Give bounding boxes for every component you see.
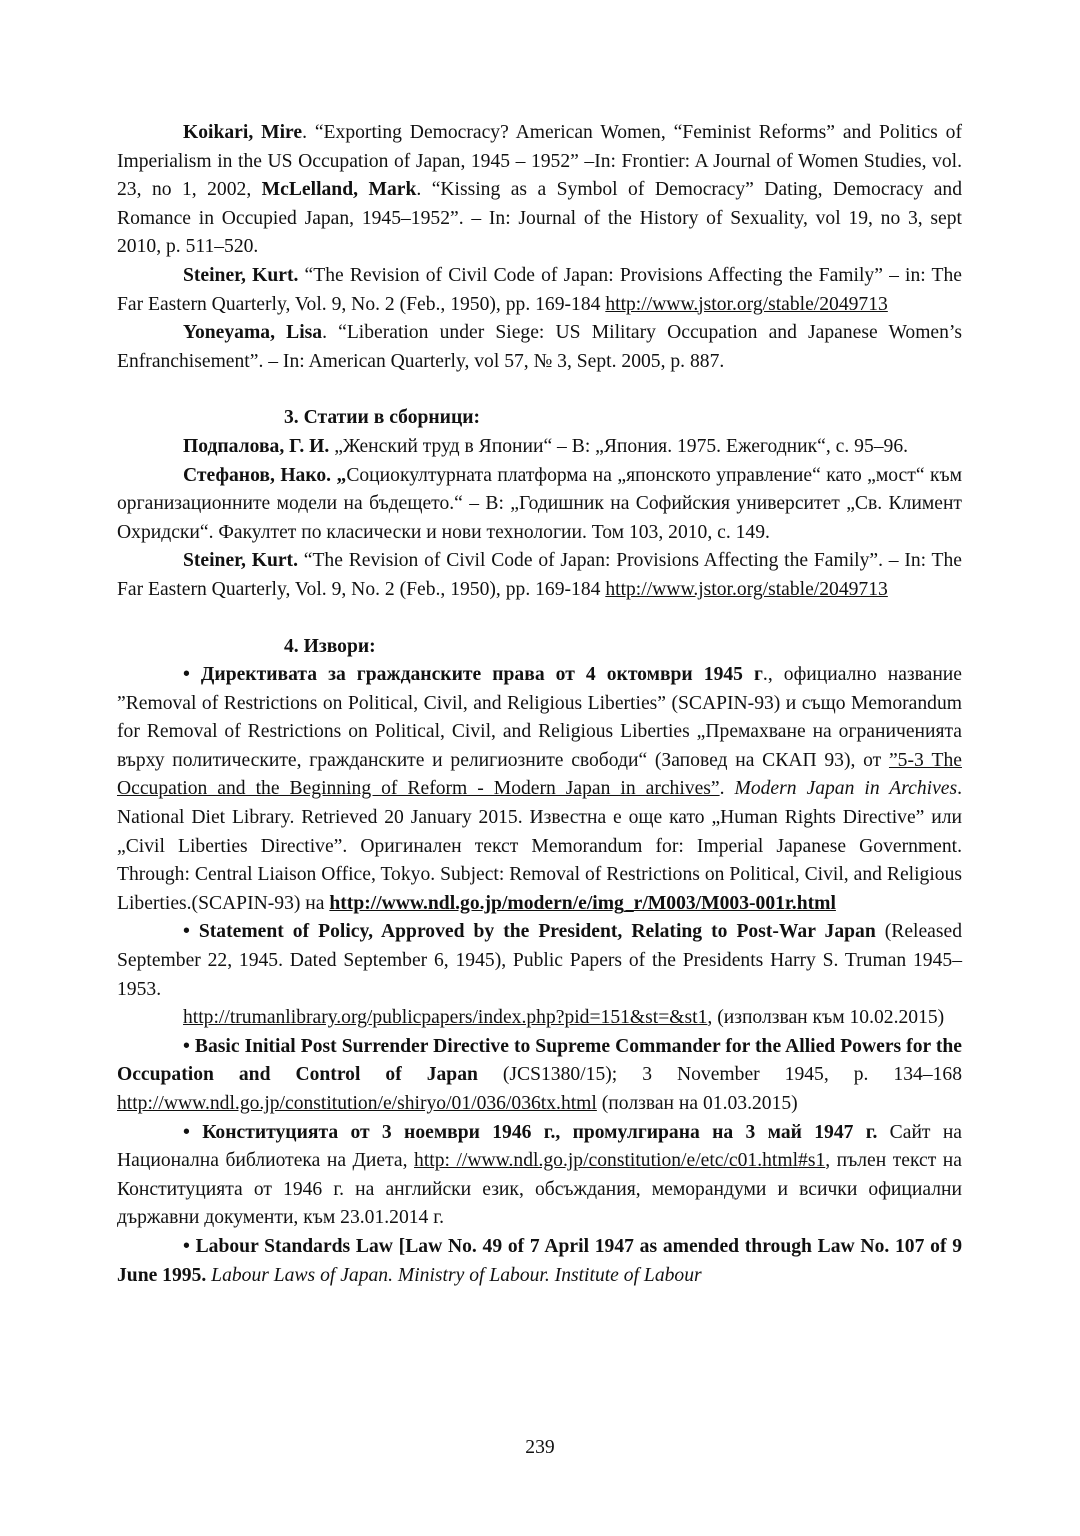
author-name: McLelland, Mark (261, 179, 417, 201)
source-title: Statement of Policy, Approved by the President, Relating to Post-War Japan (189, 921, 876, 943)
document-page (117, 119, 962, 1290)
source-link[interactable]: http://www.ndl.go.jp/constitution/e/shiryo/01/036/036tx.html (117, 1093, 597, 1114)
reference-text: „Женский труд в Японии“ – В: „Япония. 1975. Ежегодник“, с. 95–96. (329, 435, 909, 457)
reference-text: . “Kissing as a Symbol of Democracy” Dating, Democracy and Romance in Occupied Japan, 1945–1952”. – In: Journal of the History of Sexuality, vol 19, no 3, sept 2010, p. 511–520. (117, 179, 962, 258)
bullet-icon: • (183, 1235, 190, 1257)
reference-stefanov (117, 462, 962, 548)
source-title: Конституцията от 3 ноември 1946 г., промулгирана на 3 май 1947 г. (189, 1121, 878, 1143)
author-name: Стефанов, Нако. „ (183, 464, 347, 486)
reference-yoneyama (117, 319, 962, 376)
reference-text: “The Revision of Civil Code of Japan: Provisions Affecting the Family” – in: The Far Eastern Quarterly, Vol. 9, No. 2 (Feb., 1950), pp. 169-184 (117, 264, 963, 315)
source-link[interactable]: http://www.ndl.go.jp/modern/e/img_r/M003/M003-001r.html (329, 892, 836, 914)
section-title-sources: 4. Извори: (284, 635, 376, 657)
source-text: , (използван към 10.02.2015) (707, 1007, 945, 1029)
source-basic-directive (117, 1033, 962, 1119)
source-text: Сайт на Национална библиотека на Диета, (117, 1121, 962, 1172)
bullet-icon: • (183, 1035, 190, 1057)
reference-text: . “Exporting Democracy? American Women, “Feminist Reforms” and Politics of Imperialism in the US Occupation of Japan, 1945 – 1952” –In: Frontier: A Journal of Women Studies, vol. 23, no 1, 2002, (117, 122, 962, 201)
source-labour-standards (117, 1233, 962, 1290)
source-text: . National Diet Library. Retrieved 20 January 2015. Известна е още като „Human Rights Directive” или „Civil Liberties Directive”. Оригинален текст Memorandum for: Imperial Japanese Government. Through: Central Liaison Office, Tokyo. Subject: Removal of Restrictions on Political, Civil, and Religious Liberties.(SCAPIN-93) на (117, 778, 962, 914)
source-civil-rights-directive (117, 661, 962, 918)
source-text: (JCS1380/15); 3 November 1945, p. 134–168 (477, 1064, 963, 1086)
reference-steiner (117, 262, 962, 319)
bullet-icon: • (183, 921, 190, 943)
source-link[interactable]: ”5-3 The Occupation and the Beginning of Reform - Modern Japan in archives” (117, 749, 962, 800)
source-italic: Modern Japan in Archives (734, 778, 958, 800)
author-name: Koikari, Mire (183, 122, 303, 143)
source-text: , пълен текст на Конституцията от 1946 г. на английски език, обсъждания, меморандуми и всички официални държавни документи, към 23.01.2014 г. (117, 1150, 962, 1229)
source-text: (ползван на 01.03.2015) (596, 1093, 798, 1114)
author-name: Steiner, Kurt. (183, 264, 299, 286)
source-constitution (117, 1119, 962, 1233)
source-link[interactable]: http://trumanlibrary.org/publicpapers/index.php?pid=151&st=&st1 (183, 1007, 708, 1029)
source-italic: Labour Laws of Japan. Ministry of Labour. Institute of Labour (206, 1264, 702, 1286)
reference-podpalova (117, 433, 962, 462)
author-name: Yoneyama, Lisa (183, 322, 323, 344)
source-text: ., официално название ”Removal of Restrictions on Political, Civil, and Religious Liberties” (SCAPIN-93) и също Memorandum for Removal of Restrictions on Political, Civil, and Religious Liberties „Премахване на ограниченията върху политическите, гражданските и религиозните свободи“ (Заповед на СКАП 93), от (117, 664, 962, 771)
source-text: . (719, 778, 735, 800)
source-text: (Released September 22, 1945. Dated September 6, 1945), Public Papers of the Presidents Harry S. Truman 1945–1953. (117, 921, 962, 1000)
page-number: 239 (525, 1437, 555, 1458)
reference-link[interactable]: http://www.jstor.org/stable/2049713 (605, 293, 888, 315)
source-link[interactable]: http: //www.ndl.go.jp/constitution/e/etc/c01.html#s1 (414, 1150, 826, 1172)
author-name: Подпалова, Г. И. (183, 435, 330, 457)
source-statement-of-policy (117, 918, 962, 1004)
source-title: Basic Initial Post Surrender Directive to Supreme Commander for the Allied Powers for the Occupation and Control of Japan (117, 1035, 962, 1086)
section-title-articles: 3. Статии в сборници: (284, 407, 481, 429)
bullet-icon: • (183, 664, 190, 686)
reference-steiner-2 (117, 547, 962, 604)
source-title: Labour Standards Law [Law No. 49 of 7 April 1947 as amended through Law No. 107 of 9 June 1995. (117, 1235, 962, 1286)
reference-text: Социокултурната платформа на „японското управление“ като „мост“ към организационните модели на бъдещето.“ – В: „Годишник на Софийския университет „Св. Климент Охридски“. Факултет по класически и нови технологии. Том 103, 2010, с. 149. (117, 464, 962, 543)
reference-text: “The Revision of Civil Code of Japan: Provisions Affecting the Family”. – In: The Far Eastern Quarterly, Vol. 9, No. 2 (Feb., 1950), pp. 169-184 (117, 550, 962, 600)
reference-link[interactable]: http://www.jstor.org/stable/2049713 (605, 578, 888, 600)
source-statement-link-line (117, 1004, 962, 1033)
author-name: Steiner, Kurt. (183, 550, 298, 572)
reference-text: . “Liberation under Siege: US Military Occupation and Japanese Women’s Enfranchisement”. – In: American Quarterly, vol 57, № 3, Sept. 2005, p. 887. (117, 322, 962, 372)
reference-koikari (117, 119, 962, 262)
bullet-icon: • (183, 1121, 190, 1143)
source-title: Директивата за гражданските права от 4 октомври 1945 г (189, 664, 763, 686)
